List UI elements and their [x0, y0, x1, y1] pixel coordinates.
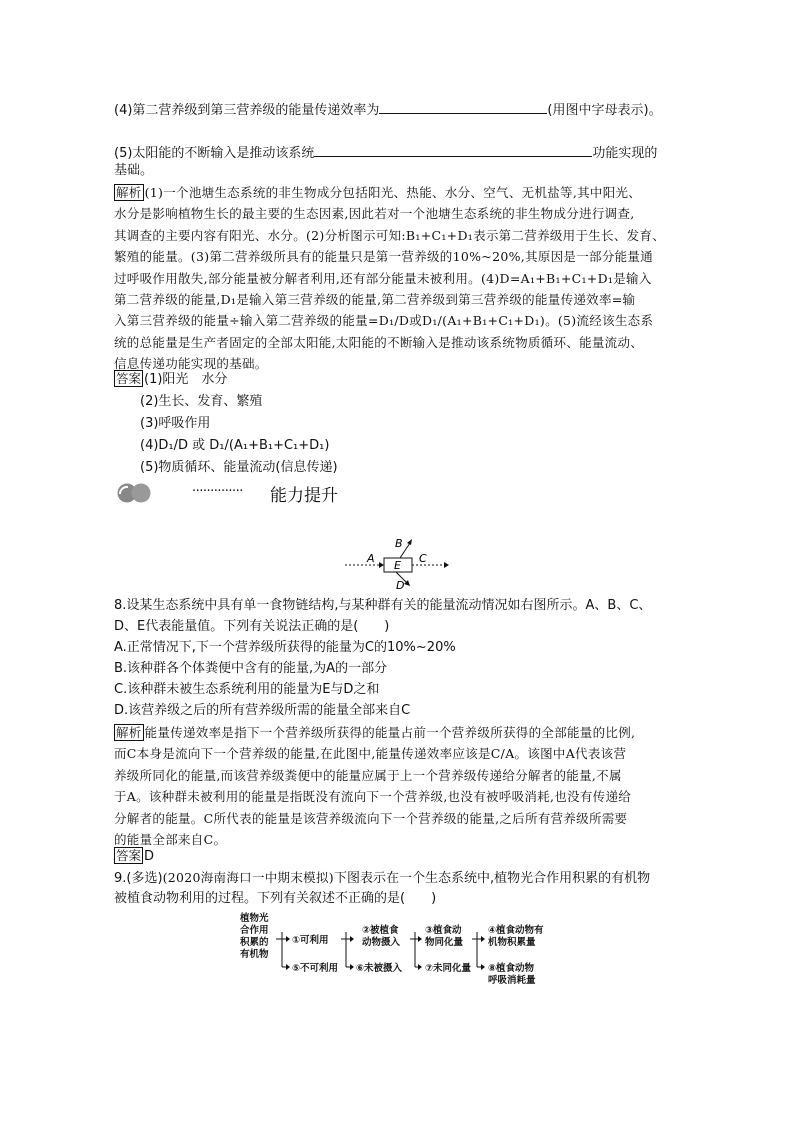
analysis-2-text: 能量传递效率是指下一个营养级所获得的能量占前一个营养级所获得的全部能量的比例, — [144, 725, 636, 740]
answer-1-item-1: (1)阳光 水分 — [144, 372, 228, 387]
question-5-suffix: 功能实现的 — [592, 146, 658, 161]
answer-2-value: D — [144, 849, 155, 864]
answer-tag: 答案 — [116, 848, 142, 863]
analysis-1-text: (1)一个池塘生态系统的非生物成分包括阳光、热能、水分、空气、无机盐等,其中阳光、 — [144, 185, 642, 200]
arrow-b-head — [407, 539, 412, 545]
analysis-1-line — [114, 246, 665, 267]
node-2-line-2: 动物摄入 — [362, 937, 401, 948]
analysis-1-line — [114, 182, 665, 203]
analysis-2-text: 的能量全部来自C。 — [114, 832, 227, 848]
question-4-prefix: (4)第二营养级到第三营养级的能量传递效率为 — [114, 103, 380, 118]
node-3-line-1: ③植食动 — [425, 925, 462, 936]
answer-blank — [379, 99, 547, 114]
answer-blank — [314, 142, 592, 157]
source-line-2: 合作用 — [240, 925, 269, 936]
node-2-line-1: ②被植食 — [362, 925, 399, 936]
analysis-2-line — [114, 808, 635, 829]
answer-tag: 答案 — [116, 371, 142, 386]
analysis-1-text: 其调查的主要内容有阳光、水分。(2)分析图示可知:B₁+C₁+D₁表示第二营养级用于生长、发育、 — [114, 227, 666, 243]
analysis-1-text: 繁殖的能量。(3)第二营养级所具有的能量只是第一营养级的10%~20%,其原因是一部分能量通 — [114, 249, 654, 265]
analysis-2-line — [114, 722, 635, 743]
analysis-2-text: 而C本身是流向下一个营养级的能量,在此图中,能量传递效率应该是C/A。该图中A代表该营 — [114, 746, 627, 762]
question-5 — [114, 142, 657, 164]
option-d: D.该营养级之后的所有营养级所需的能量全部来自C — [114, 703, 411, 718]
option-a: A.正常情况下,下一个营养级所获得的能量为C的10%~20% — [114, 640, 456, 655]
energy-flow-diagram — [340, 536, 460, 590]
question-5-prefix: (5)太阳能的不断输入是推动该系统 — [114, 146, 315, 161]
analysis-2-line — [114, 786, 635, 807]
answer-1-item-3: (3)呼吸作用 — [140, 416, 211, 431]
analysis-2-text: 于A。该种群未被利用的能量是指既没有流向下一个营养级,也没有被呼吸消耗,也没有传递给 — [114, 789, 632, 805]
analysis-2-line — [114, 765, 635, 786]
answer-2-row — [114, 847, 154, 867]
node-4-line-2: 机物积累量 — [488, 937, 536, 948]
question-9-stem-2: 被植食动物利用的过程。下列有关叙述不正确的是( ) — [114, 891, 437, 906]
question-9-source: (2020海南海口一中期末模拟) — [162, 870, 334, 885]
analysis-1-text: 统的总能量是生产者固定的全部太阳能,太阳能的不断输入是推动该系统物质循环、能量流动、 — [114, 334, 644, 350]
question-8-stem-1: 8.设某生态系统中具有单一食物链结构,与某种群有关的能量流动情况如右图所示。A、B、C、 — [114, 598, 652, 613]
source-line-4: 有机物 — [240, 949, 269, 960]
label-c: C — [419, 552, 427, 565]
source-line-3: 积累的 — [240, 937, 269, 948]
organic-matter-flow-diagram — [236, 910, 556, 990]
analysis-2-line — [114, 743, 635, 764]
question-5-line2: 基础。 — [114, 163, 154, 178]
node-8-line-1: ⑧植食动物 — [488, 963, 535, 974]
analysis-1-text: 信息传递功能实现的基础。 — [114, 356, 268, 372]
node-1: ①可利用 — [292, 935, 329, 946]
arrow-a-head — [379, 562, 384, 568]
section-dots: ·············· — [192, 484, 243, 499]
analysis-1-line — [114, 203, 665, 224]
source-line-1: 植物光 — [240, 913, 269, 924]
node-4-line-1: ④植食动物有 — [488, 925, 544, 936]
analysis-1-line — [114, 332, 665, 353]
analysis-2-line — [114, 829, 635, 850]
analysis-1-line — [114, 289, 665, 310]
label-a: A — [367, 552, 375, 565]
label-b: B — [395, 537, 403, 550]
analysis-tag: 解析 — [116, 725, 142, 740]
section-circles-icon — [114, 482, 154, 504]
analysis-tag: 解析 — [116, 185, 142, 200]
node-3-line-2: 物同化量 — [425, 937, 464, 948]
option-c: C.该种群未被生态系统利用的能量为E与D之和 — [114, 682, 380, 697]
analysis-1-text: 第二营养级的能量,D₁是输入第三营养级的能量,第二营养级到第三营养级的能量传递效率=输 — [114, 292, 636, 308]
answer-1-item-2: (2)生长、发育、繁殖 — [140, 394, 263, 409]
node-7: ⑦未同化量 — [425, 963, 472, 974]
question-8-stem-2: D、E代表能量值。下列有关说法正确的是( ) — [114, 619, 390, 634]
analysis-1-text: 入第三营养级的能量÷输入第二营养级的能量=D₁/D或D₁/(A₁+B₁+C₁+D₁)。(5)流经该生态系 — [114, 313, 654, 329]
node-5: ⑤不可利用 — [292, 963, 339, 974]
answer-1-row — [114, 370, 227, 390]
analysis-1-text: 水分是影响植物生长的最主要的生态因素,因此若对一个池塘生态系统的非生物成分进行调查, — [114, 206, 635, 222]
section-header — [114, 480, 374, 508]
answer-1-item-4: (4)D₁/D 或 D₁/(A₁+B₁+C₁+D₁) — [140, 438, 330, 453]
question-9-text: 下图表示在一个生态系统中,植物光合作用积累的有机物 — [333, 871, 651, 886]
branch-1-connector — [276, 932, 282, 967]
section-title: 能力提升 — [270, 486, 338, 506]
analysis-1-text: 过呼吸作用散失,部分能量被分解者利用,还有部分能量未被利用。(4)D=A₁+B₁+C₁+D₁是输入 — [114, 270, 652, 286]
analysis-2-text: 分解者的能量。C所代表的能量是该营养级流向下一个营养级的能量,之后所有营养级所需要 — [114, 810, 628, 826]
label-d: D — [396, 579, 405, 590]
question-9-stem-1 — [114, 868, 650, 889]
node-8-line-2: 呼吸消耗量 — [488, 975, 536, 986]
option-b: B.该种群各个体粪便中含有的能量,为A的一部分 — [114, 661, 388, 676]
node-6: ⑥未被摄入 — [356, 963, 403, 974]
question-4 — [114, 99, 662, 121]
analysis-1-line — [114, 225, 665, 246]
arrow-c-head — [444, 562, 449, 568]
answer-1-item-5: (5)物质循环、能量流动(信息传递) — [140, 460, 338, 475]
analysis-1-line — [114, 310, 665, 331]
analysis-1 — [114, 182, 665, 375]
analysis-2-text: 养级所同化的能量,而该营养级粪便中的能量应属于上一个营养级传递给分解者的能量,不属 — [114, 767, 622, 783]
question-4-suffix: (用图中字母表示)。 — [547, 103, 662, 118]
analysis-1-line — [114, 268, 665, 289]
analysis-2 — [114, 722, 635, 850]
label-e: E — [394, 559, 401, 572]
question-9-number: 9.(多选) — [114, 871, 163, 886]
